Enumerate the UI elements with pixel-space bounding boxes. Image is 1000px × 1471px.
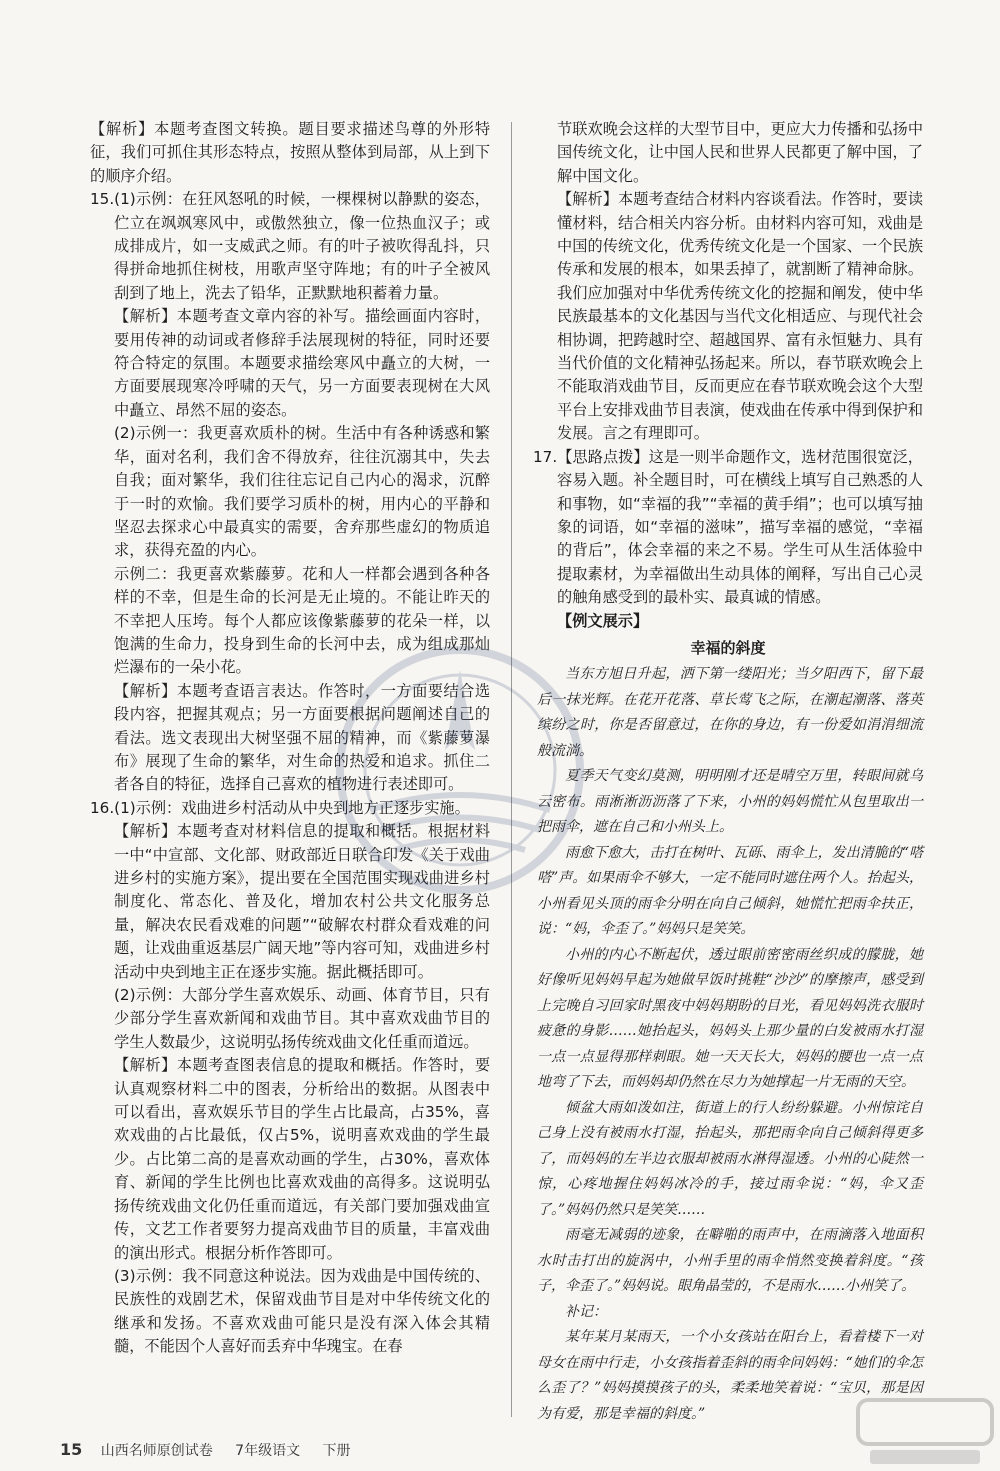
analysis-16-1: 【解析】本题考查对材料信息的提取和概括。根据材料一中“中宣部、文化部、财政部近日联合印发《关于戏曲进乡村的实施方案》，提出要在全国范围实现戏曲进乡村制度化、常态化、普及化，增加农村公共文化服务总量，解决农民看戏难的问题”“破解农村群众看戏难的问题，让戏曲重返基层广阔天地”等内容可知，戏曲进乡村活动中央到地主正在逐步实施。据此概括即可。	[114, 822, 490, 981]
right-column	[533, 118, 923, 1427]
essay-note-label: 补记：	[565, 1303, 607, 1320]
essay-paragraph: 雨愈下愈大，击打在树叶、瓦砾、雨伞上，发出清脆的“嗒嗒”声。如果雨伞不够大，一定不能同时遮住两个人。抬起头，小州看见头顶的雨伞分明在向自己倾斜，她慌忙把雨伞扶正，说：“妈，伞歪了。”妈妈只是笑笑。	[537, 844, 923, 938]
page-number: 15	[60, 1440, 83, 1459]
answer-16-3: (3)示例：我不同意这种说法。因为戏曲是中国传统的、民族性的戏剧艺术，保留戏曲节目是对中华传统文化的继承和发扬。不喜欢戏曲可能只是没有深入体会其精髓，不能因个人喜好而丢弃中华瑰宝。在春	[114, 1266, 490, 1356]
answer-16-1: 16.(1)示例：戏曲进乡村活动从中央到地方正逐步实施。	[90, 798, 470, 817]
answer-17-guide: 17.【思路点拨】这是一则半命题作文，选材范围很宽泛，容易入题。补全题目时，可在横线上填写自己熟悉的人和事物，如“幸福的我”“幸福的黄手绢”；也可以填写抽象的词语，如“幸福的滋味”，描写幸福的感觉，“幸福的背后”，体会幸福的来之不易。学生可从生活体验中提取素材，为幸福做出生动具体的阐释，写出自己心灵的触角感受到的最朴实、最真诚的情感。	[533, 447, 923, 607]
essay-paragraph: 雨毫无减弱的迹象，在噼啪的雨声中，在雨滴落入地面积水时击打出的旋涡中，小州手里的雨伞悄然变换着斜度。“孩子，伞歪了。”妈妈说。眼角晶莹的，不是雨水……小州笑了。	[537, 1227, 923, 1295]
essay-paragraph: 当东方旭日升起，洒下第一缕阳光；当夕阳西下，留下最后一抹光辉。在花开花落、草长莺飞之际，在潮起潮落、落英缤纷之时，你是否留意过，在你的身边，有一份爱如涓涓细流般流淌。	[537, 666, 923, 759]
answer-15-2-example-2: 示例二：我更喜欢紫藤萝。花和人一样都会遇到各种各样的不幸，但是生命的长河是无止境的。不能让昨天的不幸把人压垮。每个人都应该像紫藤萝的花朵一样，以饱满的生命力，投身到生命的长河中去，成为组成那灿烂瀑布的一朵小花。	[114, 564, 490, 677]
analysis-16-3: 【解析】本题考查结合材料内容谈看法。作答时，要读懂材料，结合相关内容分析。由材料内容可知，戏曲是中国的传统文化，优秀传统文化是一个国家、一个民族传承和发展的根本，如果丢掉了，就割断了精神命脉。我们应加强对中华优秀传统文化的挖掘和阐发，使中华民族最基本的文化基因与当代文化相适应、与现代社会相协调，把跨越时空、超越国界、富有永恒魅力、具有当代价值的文化精神弘扬起来。所以，春节联欢晚会上不能取消戏曲节目，反而更应在春节联欢晚会这个大型平台上安排戏曲节目表演，使戏曲在传承中得到保护和发展。言之有理即可。	[557, 190, 923, 443]
publisher-seal-watermark-icon	[330, 640, 590, 900]
essay-title: 幸福的斜度	[690, 638, 766, 657]
sample-essay-heading: 【例文展示】	[557, 611, 649, 630]
essay-paragraph: 小州的内心不断起伏，透过眼前密密雨丝织成的朦胧，她好像听见妈妈早起为她做早饭时挑鞋“沙沙”的摩擦声，感受到上完晚自习回家时黑夜中妈妈期盼的目光，看见妈妈洗衣服时疲惫的身影……她抬起头，妈妈头上那少量的白发被雨水打湿一点一点显得那样刺眼。她一天天长大，妈妈的腰也一点一点地弯了下去，而妈妈却仍然在尽力为她撑起一片无雨的天空。	[537, 946, 923, 1091]
mxqe-watermark-logo-icon	[850, 1390, 1000, 1471]
volume-label: 下册	[322, 1443, 351, 1459]
answer-16-2: (2)示例：大部分学生喜欢娱乐、动画、体育节目，只有少部分学生喜欢新闻和戏曲节目。其中喜欢戏曲节目的学生人数最少，这说明弘扬传统戏曲文化任重而道远。	[114, 986, 490, 1051]
essay-paragraph: 某年某月某雨天，一个小女孩站在阳台上，看着楼下一对母女在雨中行走，小女孩指着歪斜的雨伞问妈妈：“她们的伞怎么歪了？”妈妈摸摸孩子的头，柔柔地笑着说：“宝贝，那是因为有爱，那是幸福的斜度。”	[537, 1329, 923, 1422]
sample-essay	[533, 662, 923, 1427]
analysis-14: 【解析】本题考查图文转换。题目要求描述鸟尊的外形特征，我们可抓住其形态特点，按照从整体到局部，从上到下的顺序介绍。	[90, 120, 490, 185]
analysis-15-2: 【解析】本题考查语言表达。作答时，一方面要结合选段内容，把握其观点；另一方面要根据问题阐述自己的看法。选文表现出大树坚强不屈的精神，而《紫藤萝瀑布》展现了生命的繁华，对生命的热爱和追求。抓住二者各自的特征，选择自己喜欢的植物进行表述即可。	[114, 681, 490, 794]
grade-subject: 7年级语文	[235, 1443, 301, 1459]
answer-15-1: 15.(1)示例：在狂风怒吼的时候，一棵棵树以静默的姿态，伫立在飒飒寒风中，或傲然独立，像一位热血汉子；或成排成片，如一支威武之师。有的叶子被吹得乱抖，只得拼命地抓住树枝，用歌声坚守阵地；有的叶子全被风刮到了地上，洗去了铅华，正默默地积蓄着力量。	[90, 190, 490, 302]
book-title: 山西名师原创试卷	[100, 1443, 213, 1459]
essay-paragraph: 夏季天气变幻莫测，明明刚才还是晴空万里，转眼间就乌云密布。雨淅淅沥沥落了下来，小州的妈妈慌忙从包里取出一把雨伞，遮在自己和小州头上。	[537, 768, 923, 836]
answer-16-3-cont: 节联欢晚会这样的大型节目中，更应大力传播和弘扬中国传统文化，让中国人民和世界人民都更了解中国，了解中国文化。	[557, 120, 923, 185]
answer-15-2-example-1: (2)示例一：我更喜欢质朴的树。生活中有各种诱惑和繁华，面对名利，我们舍不得放弃，往往沉溺其中，失去自我；面对繁华，我们往往忘记自己内心的渴求，沉醉于一时的欢愉。我们要学习质朴的树，用内心的平静和坚忍去探求心中最真实的需要，舍弃那些虚幻的物质追求，获得充盈的内心。	[114, 424, 490, 560]
analysis-16-2: 【解析】本题考查图表信息的提取和概括。作答时，要认真观察材料二中的图表，分析给出的数据。从图表中可以看出，喜欢娱乐节目的学生占比最高，占35%，喜欢戏曲的占比最低，仅占5%，说明喜欢戏曲的学生最少。占比第二高的是喜欢动画的学生，占30%，喜欢体育、新闻的学生比例也比喜欢戏曲的高得多。这说明弘扬传统戏曲文化仍任重而道远，有关部门要加强戏曲宣传，文艺工作者要努力提高戏曲节目的质量，丰富戏曲的演出形式。根据分析作答即可。	[114, 1056, 490, 1262]
page-footer	[60, 1440, 351, 1460]
essay-paragraph: 倾盆大雨如泼如注，街道上的行人纷纷躲避。小州惊诧自己身上没有被雨水打湿，抬起头，那把雨伞向自己倾斜得更多了，而妈妈的左半边衣服却被雨水淋得湿透。小州的心陡然一惊，心疼地握住妈妈冰冷的手，接过雨伞说：“妈，伞又歪了。”妈妈仍然只是笑笑……	[537, 1099, 923, 1218]
analysis-15-1: 【解析】本题考查文章内容的补写。描绘画面内容时，要用传神的动词或者修辞手法展现树的特征，同时还要符合特定的氛围。本题要求描绘寒风中矗立的大树，一方面要展现寒冷呼啸的天气，另一方面要表现树在大风中矗立、昂然不屈的姿态。	[114, 307, 490, 419]
